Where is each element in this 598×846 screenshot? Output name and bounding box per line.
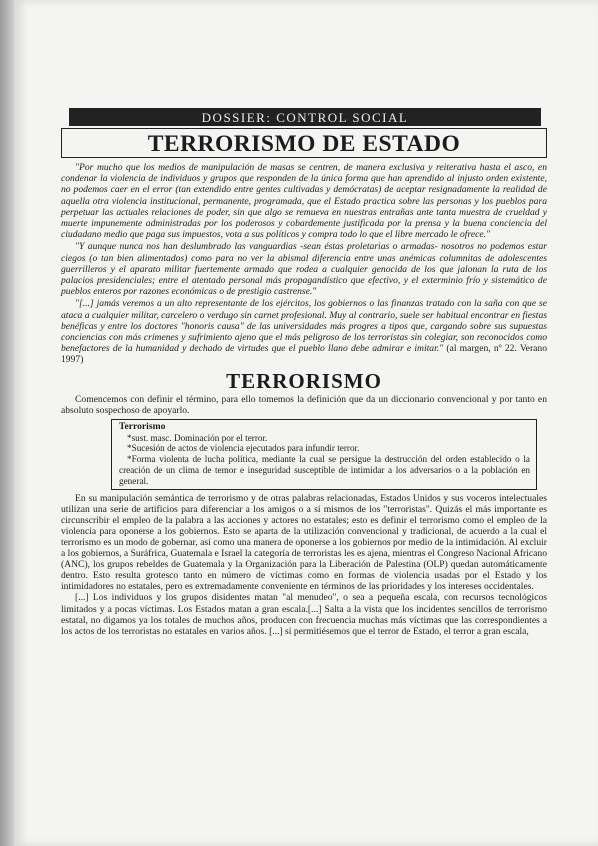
- page-binding-shadow: [0, 0, 14, 846]
- document-page: [14, 0, 598, 846]
- definition-item: *sust. masc. Dominación por el terror.: [127, 432, 268, 443]
- definition-title: Terrorismo: [119, 420, 166, 432]
- definition-item: *Sucesión de actos de violencia ejecutados para infundir terror.: [127, 443, 360, 454]
- quote-paragraph-3: [61, 298, 547, 365]
- quote-source: (al margen, nº 22. Verano 1997): [61, 343, 547, 366]
- definition-item: *Forma violenta de lucha política, mediante la cual se persigue la destrucción del orden establecido o la creación de un clima de temor e inseguridad susceptible de intimidar a los adversarios o a la población en general.: [119, 454, 530, 486]
- quote-paragraph-1: "Por mucho que los medios de manipulación de masas se centren, de manera exclusiva y reiterativa hasta el asco, en condenar la violencia de individuos y grupos que responden de la única forma que han aprendido al injusto orden existente, no podemos caer en el error (tan extendido entre gentes cultivadas y demócratas) de aceptar resignadamente la realidad de aquella otra violencia institucional, permanente, programada, que el Estado practica sobre las personas y los pueblos para perpetuar las actuales relaciones de poder, sin que algo se remueva en nuestras entrañas ante tanta muestra de crueldad y muerte impunemente administradas por los poderosos y cobardemente justificada por la prensa y la buena conciencia del ciudadano medio que paga sus impuestos, vota a sus políticos y compra todo lo que el libre mercado le ofrece.": [61, 162, 547, 241]
- article-title: TERRORISMO DE ESTADO: [61, 128, 547, 158]
- quote-paragraph-2: "Y aunque nunca nos han deslumbrado las vanguardias -sean éstas proletarias o armadas- nosotros no podemos estar ciegos (o tan bien alimentados) como para no ver la abismal diferencia entre unas anémicas columnitas de adolescentes guerrilleros y el aparato militar fuertemente armado que rodea a cualquier genocida de los que jalonan la ruta de los palacios presidenciales; entre el atentado personal más propagandístico que efectivo, y el exterminio frío y sistemático de pueblos enteros por razones económicas o de prestigio castrense.": [61, 241, 547, 298]
- definition-box: [111, 419, 537, 490]
- dossier-banner: DOSSIER: CONTROL SOCIAL: [69, 108, 541, 126]
- section-intro: Comencemos con definir el término, para ello tomemos la definición que da un diccionario convencional y por tanto en absoluto sospechoso de apoyarlo.: [61, 393, 547, 416]
- body-paragraph-2: [...] Los individuos y los grupos disidentes matan "al menudeo", o sea a pequeña escala, con recursos tecnológicos limitados y a pocas víctimas. Los Estados matan a gran escala.[...] Salta a la vista que los incidentes sencillos de terrorismo estatal, no digamos ya los totales de muchos años, producen con frecuencia muchas más víctimas que las correspondientes a los actos de los terroristas no estatales en varios años. [...] si permitiésemos que el terror de Estado, el terror a gran escala,: [61, 592, 547, 637]
- section-heading: TERRORISMO: [226, 368, 382, 393]
- quote-paragraph-3-text: "[...] jamás veremos a un alto representante de los ejércitos, los gobiernos o las finanzas tratado con la saña con que se ataca a cualquier militar, carcelero o verdugo sin carnet profesional. Muy al contrario, suele ser habitual encontrar en fiestas benéficas y entre los doctores "honoris causa" de las universidades más progres a tipos que, cargando sobre sus supuestas conciencias con más crímenes y sufrimiento ajeno que el más peligroso de los terroristas sin colegiar, son reconocidos como benefactores de la humanidad y dechado de virtudes que el pueblo llano debe admirar e imitar.": [61, 298, 547, 355]
- article: [61, 108, 547, 637]
- body-paragraph-1: En su manipulación semántica de terrorismo y de otras palabras relacionadas, Estados Unidos y sus voceros intelectuales utilizan una serie de artificios para diferenciar a los amigos o a sí mismos de los "terroristas". Quizás el más importante es circunscribir el empleo de la palabra a las acciones y actores no estatales; esto es definir el terrorismo como el empleo de la violencia para oponerse a los gobiernos. Esto se aparta de la utilización convencional y tradicional, de acuerdo a la cual el terrorismo es un modo de gobernar, así como una manera de oponerse a los gobiernos por medio de la intimidación. Al excluir a los gobiernos, a Suráfrica, Guatemala e Israel la categoría de terroristas les es ajena, mientras el Congreso Nacional Africano (ANC), los grupos rebeldes de Guatemala y la Organización para la Liberación de Palestina (OLP) quedan automáticamente dentro. Esto resulta grotesco tanto en número de víctimas como en formas de violencia usadas por el Estado y los intimidadores no estatales, pero es extremadamente conveniente en términos de las prioridades y los intereses occidentales.: [61, 492, 547, 593]
